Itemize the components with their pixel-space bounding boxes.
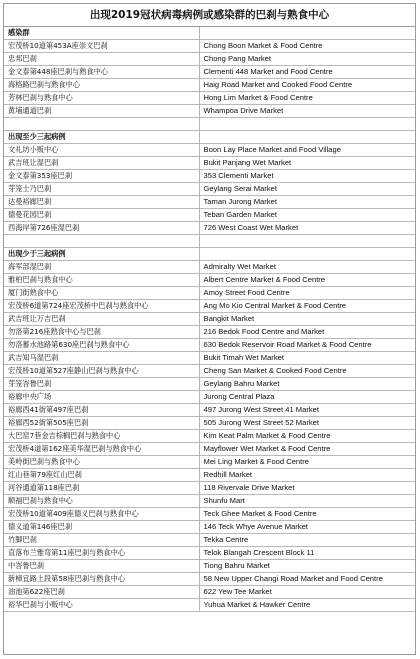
market-name-english: Jurong Central Plaza bbox=[199, 390, 415, 403]
market-name-english: Bukit Panjang Wet Market bbox=[199, 157, 415, 170]
market-name-english: Mei Ling Market & Food Centre bbox=[199, 455, 415, 468]
table-row bbox=[4, 273, 415, 286]
table-row bbox=[4, 468, 415, 481]
market-name-chinese: 河谷通道第118座巴刹 bbox=[4, 481, 199, 494]
table-row bbox=[4, 209, 415, 222]
table-row bbox=[4, 183, 415, 196]
table-row bbox=[4, 598, 415, 611]
market-name-english: Mayflower Wet Market & Food Centre bbox=[199, 442, 415, 455]
market-name-english: Admiralty Wet Market bbox=[199, 260, 415, 273]
market-name-english: Chong Boon Market & Food Centre bbox=[199, 40, 415, 53]
market-name-chinese bbox=[4, 118, 199, 131]
market-name-english: Tiong Bahru Market bbox=[199, 559, 415, 572]
market-name-chinese: 达曼裕廊巴刹 bbox=[4, 196, 199, 209]
market-name-chinese: 宏茂桥10道第409座德义巴刹与熟食中心 bbox=[4, 507, 199, 520]
market-name-chinese: 新樟宜路上段第58座巴刹与熟食中心 bbox=[4, 572, 199, 585]
market-name-english: Telok Blangah Crescent Block 11 bbox=[199, 546, 415, 559]
table-row bbox=[4, 286, 415, 299]
market-name-chinese: 文礼坊小贩中心 bbox=[4, 144, 199, 157]
market-name-english: 505 Jurong West Street 52 Market bbox=[199, 416, 415, 429]
market-name-chinese: 竹脚巴刹 bbox=[4, 533, 199, 546]
market-name-english: Teck Ghee Market & Food Centre bbox=[199, 507, 415, 520]
market-name-chinese: 厦门街熟食中心 bbox=[4, 286, 199, 299]
market-name-english bbox=[199, 131, 415, 144]
section-title: 出现至少三起病例 bbox=[4, 131, 199, 144]
market-name-english: Shunfu Mart bbox=[199, 494, 415, 507]
market-name-chinese: 武吉班让万吉巴刹 bbox=[4, 312, 199, 325]
table-row bbox=[4, 520, 415, 533]
market-name-english: 216 Bedok Food Centre and Market bbox=[199, 325, 415, 338]
table-row bbox=[4, 170, 415, 183]
market-name-chinese: 宏茂桥6道第724座宏茂桥中巴刹与熟食中心 bbox=[4, 299, 199, 312]
market-name-chinese: 海军部湿巴刹 bbox=[4, 260, 199, 273]
market-name-english: Geylang Serai Market bbox=[199, 183, 415, 196]
market-name-chinese: 芽笼士乃巴刹 bbox=[4, 183, 199, 196]
market-name-english bbox=[199, 247, 415, 260]
market-name-english: Haig Road Market and Cooked Food Centre bbox=[199, 79, 415, 92]
market-name-chinese: 红山巷第79座红山巴刹 bbox=[4, 468, 199, 481]
table-row bbox=[4, 494, 415, 507]
market-name-chinese bbox=[4, 235, 199, 248]
market-name-english: 58 New Upper Changi Road Market and Food Centre bbox=[199, 572, 415, 585]
market-name-chinese: 武吉班让湿巴刹 bbox=[4, 157, 199, 170]
market-name-chinese: 德义道第146座巴刹 bbox=[4, 520, 199, 533]
table-row bbox=[4, 157, 415, 170]
market-name-english: Bukit Timah Wet Market bbox=[199, 351, 415, 364]
table-row bbox=[4, 364, 415, 377]
market-table-body bbox=[4, 27, 415, 611]
table-row bbox=[4, 481, 415, 494]
market-name-chinese: 勿洛蓄水池路第630座巴刹与熟食中心 bbox=[4, 338, 199, 351]
market-name-english: Albert Centre Market & Food Centre bbox=[199, 273, 415, 286]
section-title: 出现少于三起病例 bbox=[4, 247, 199, 260]
table-row bbox=[4, 260, 415, 273]
market-name-chinese: 宏茂桥10道第453A座崇文巴刹 bbox=[4, 40, 199, 53]
market-name-english: Redhill Market bbox=[199, 468, 415, 481]
table-row bbox=[4, 351, 415, 364]
table-row bbox=[4, 40, 415, 53]
section-header-row bbox=[4, 27, 415, 40]
table-row bbox=[4, 507, 415, 520]
market-name-chinese: 金文泰第353座巴刹 bbox=[4, 170, 199, 183]
section-header-row bbox=[4, 131, 415, 144]
market-name-chinese: 裕华巴刹与小贩中心 bbox=[4, 598, 199, 611]
market-name-english: Cheng San Market & Cooked Food Centre bbox=[199, 364, 415, 377]
market-name-chinese: 裕廊西52街第505座巴刹 bbox=[4, 416, 199, 429]
market-name-english: Taman Jurong Market bbox=[199, 196, 415, 209]
table-row bbox=[4, 416, 415, 429]
table-row bbox=[4, 105, 415, 118]
table-row bbox=[4, 572, 415, 585]
table-row bbox=[4, 53, 415, 66]
table-row bbox=[4, 429, 415, 442]
table-row bbox=[4, 144, 415, 157]
market-name-english: 630 Bedok Reservoir Road Market & Food Centre bbox=[199, 338, 415, 351]
market-name-chinese: 裕廊西41街第497座巴刹 bbox=[4, 403, 199, 416]
market-name-chinese: 芳林巴刹与熟食中心 bbox=[4, 92, 199, 105]
table-row bbox=[4, 299, 415, 312]
market-name-english: Hong Lim Market & Food Centre bbox=[199, 92, 415, 105]
spacer-row bbox=[4, 118, 415, 131]
market-name-chinese: 油池第622座巴刹 bbox=[4, 585, 199, 598]
market-name-chinese: 忠邦巴刹 bbox=[4, 53, 199, 66]
table-row bbox=[4, 222, 415, 235]
market-name-english bbox=[199, 27, 415, 40]
market-name-english: 353 Clementi Market bbox=[199, 170, 415, 183]
table-row bbox=[4, 325, 415, 338]
market-name-english: Kim Keat Palm Market & Food Centre bbox=[199, 429, 415, 442]
market-name-english: Geylang Bahru Market bbox=[199, 377, 415, 390]
table-row bbox=[4, 403, 415, 416]
market-name-english: Tekka Centre bbox=[199, 533, 415, 546]
market-name-english: 146 Teck Whye Avenue Market bbox=[199, 520, 415, 533]
table-row bbox=[4, 92, 415, 105]
market-name-chinese: 顺福巴刹与熟食中心 bbox=[4, 494, 199, 507]
market-name-english: 622 Yew Tee Market bbox=[199, 585, 415, 598]
market-name-chinese: 宏茂桥4道第162座美华湿巴刹与熟食中心 bbox=[4, 442, 199, 455]
market-name-english: Bangkit Market bbox=[199, 312, 415, 325]
market-name-english: Boon Lay Place Market and Food Village bbox=[199, 144, 415, 157]
market-name-english: Whampoa Drive Market bbox=[199, 105, 415, 118]
market-name-chinese: 武吉知马湿巴刹 bbox=[4, 351, 199, 364]
section-header-row bbox=[4, 247, 415, 260]
table-row bbox=[4, 546, 415, 559]
market-name-english: Ang Mo Kio Central Market & Food Centre bbox=[199, 299, 415, 312]
market-name-english bbox=[199, 235, 415, 248]
market-name-chinese: 金文泰第448座巴刹与熟食中心 bbox=[4, 66, 199, 79]
table-row bbox=[4, 312, 415, 325]
table-row bbox=[4, 79, 415, 92]
table-row bbox=[4, 442, 415, 455]
table-row bbox=[4, 585, 415, 598]
section-title: 感染群 bbox=[4, 27, 199, 40]
market-name-chinese: 裕廊中央广场 bbox=[4, 390, 199, 403]
market-name-chinese: 宏茂桥10道第527座静山巴刹与熟食中心 bbox=[4, 364, 199, 377]
market-name-chinese: 直落布兰雅弯第11座巴刹与熟食中心 bbox=[4, 546, 199, 559]
table-row bbox=[4, 455, 415, 468]
table-row bbox=[4, 196, 415, 209]
market-name-chinese: 大巴窑7巷金吉棕榈巴刹与熟食中心 bbox=[4, 429, 199, 442]
market-name-chinese: 中峇鲁巴刹 bbox=[4, 559, 199, 572]
market-name-english: 118 Rivervale Drive Market bbox=[199, 481, 415, 494]
spacer-row bbox=[4, 235, 415, 248]
market-name-chinese: 雅柏巴刹与熟食中心 bbox=[4, 273, 199, 286]
table-row bbox=[4, 559, 415, 572]
market-name-english: Amoy Street Food Centre bbox=[199, 286, 415, 299]
market-name-english: Teban Garden Market bbox=[199, 209, 415, 222]
market-name-chinese: 海格路巴刹与熟食中心 bbox=[4, 79, 199, 92]
market-name-chinese: 德曼花园巴刹 bbox=[4, 209, 199, 222]
page-title: 出现2019冠状病毒病例或感染群的巴刹与熟食中心 bbox=[4, 4, 415, 27]
market-table bbox=[4, 27, 415, 612]
market-name-english: Yuhua Market & Hawker Centre bbox=[199, 598, 415, 611]
market-name-chinese: 黄埔通道巴刹 bbox=[4, 105, 199, 118]
table-row bbox=[4, 338, 415, 351]
market-name-english: 497 Jurong West Street 41 Market bbox=[199, 403, 415, 416]
table-row bbox=[4, 390, 415, 403]
table-row bbox=[4, 377, 415, 390]
table-row bbox=[4, 66, 415, 79]
market-name-chinese: 芽笼峇鲁巴刹 bbox=[4, 377, 199, 390]
market-name-english: Clementi 448 Market and Food Centre bbox=[199, 66, 415, 79]
market-name-chinese: 勿洛第216座熟食中心与巴刹 bbox=[4, 325, 199, 338]
market-name-chinese: 西海岸第726座湿巴刹 bbox=[4, 222, 199, 235]
market-name-english: Chong Pang Market bbox=[199, 53, 415, 66]
market-name-chinese: 美岭街巴刹与熟食中心 bbox=[4, 455, 199, 468]
market-name-english: 726 West Coast Wet Market bbox=[199, 222, 415, 235]
document-page bbox=[3, 3, 416, 655]
table-row bbox=[4, 533, 415, 546]
market-name-english bbox=[199, 118, 415, 131]
